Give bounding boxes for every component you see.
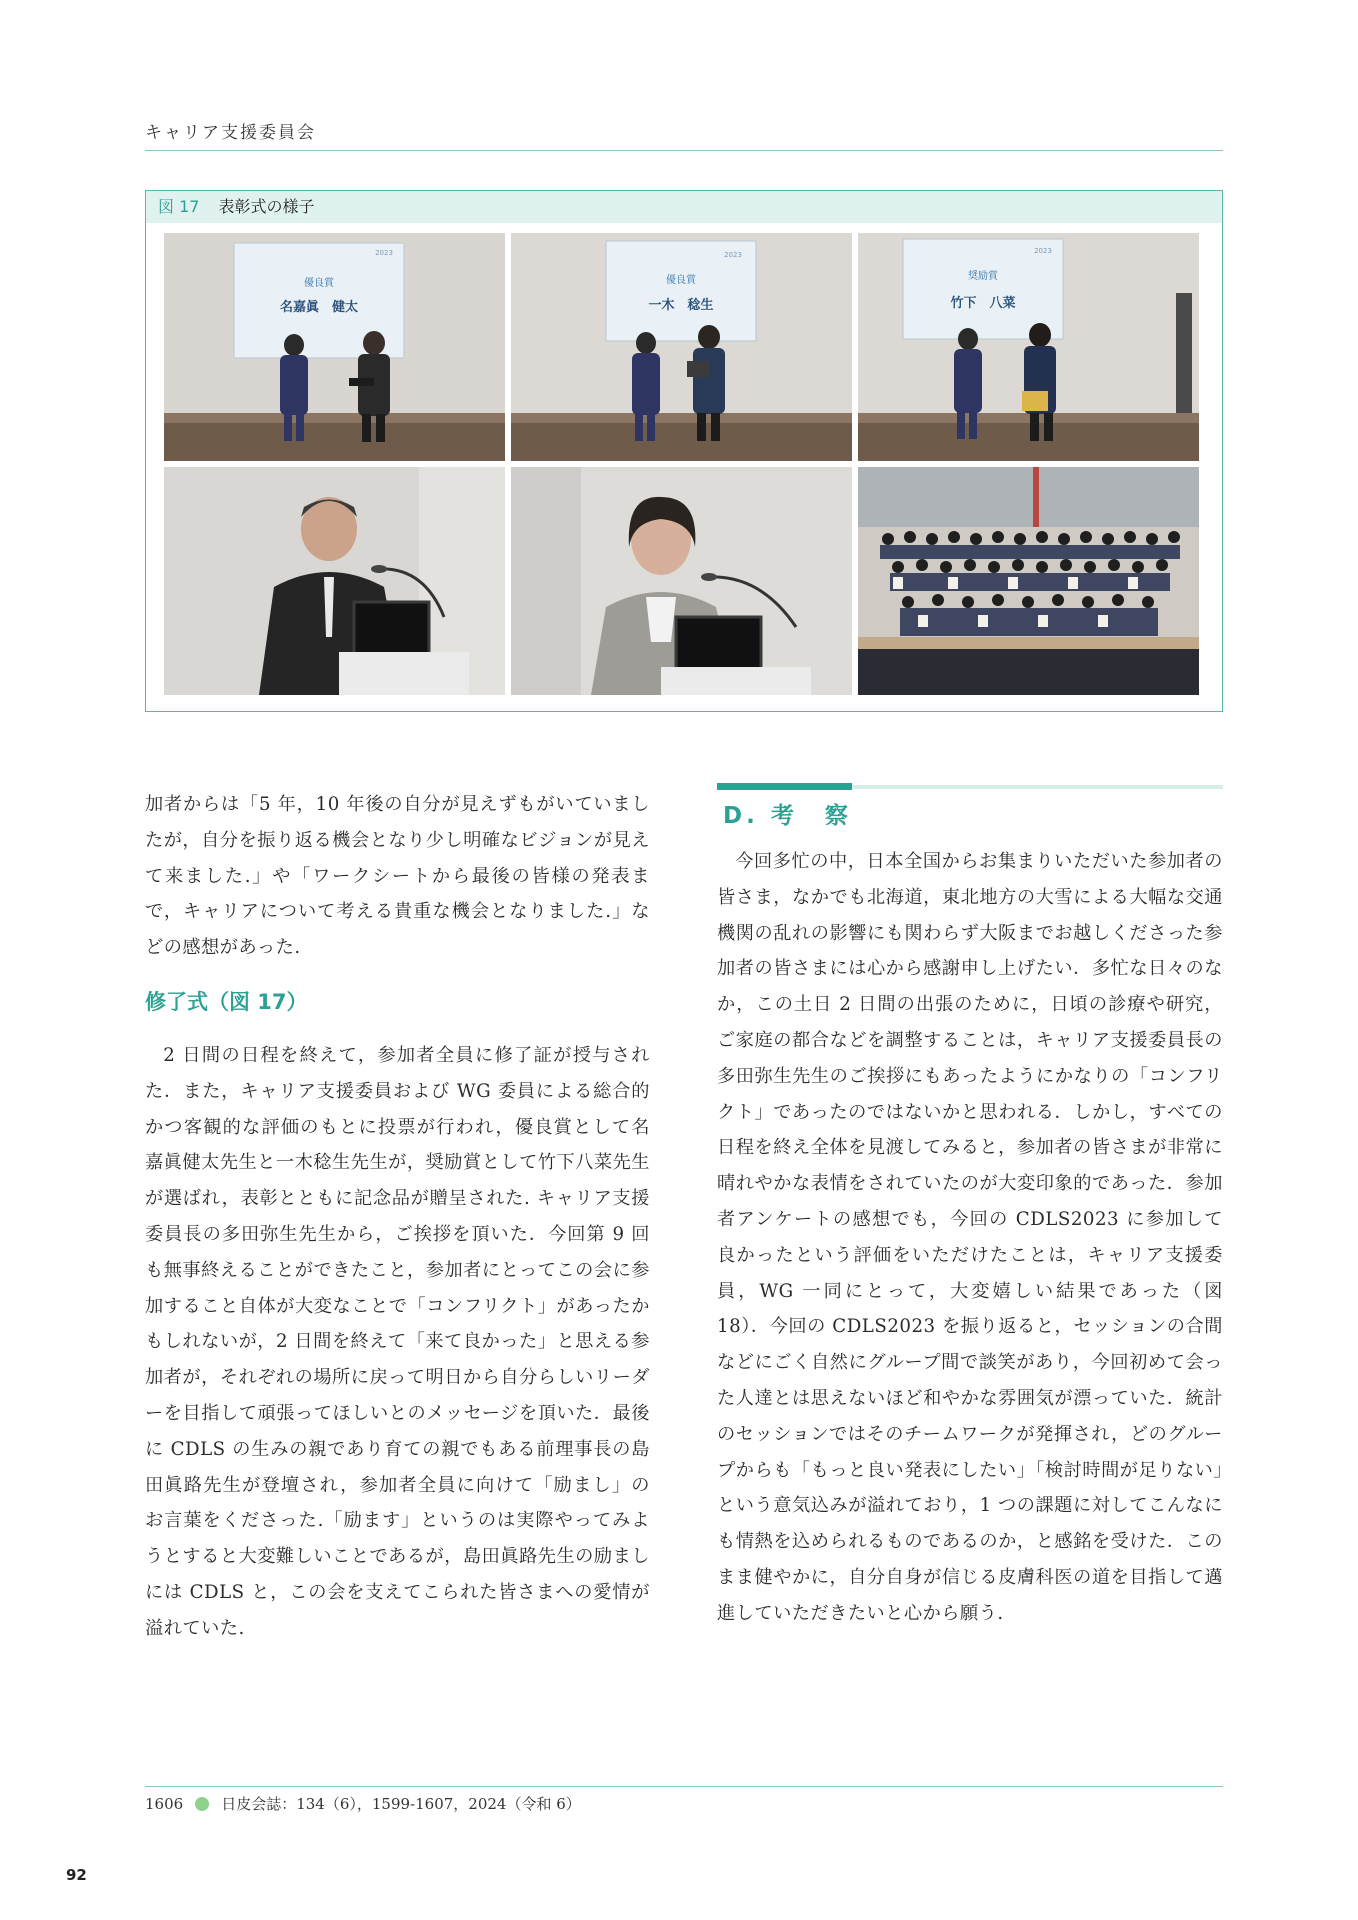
svg-text:名嘉眞 健太: 名嘉眞 健太 xyxy=(279,300,359,315)
svg-text:優良賞: 優良賞 xyxy=(666,275,696,286)
svg-text:2023: 2023 xyxy=(724,251,742,259)
header-divider xyxy=(145,150,1223,151)
figure-title: 表彰式の様子 xyxy=(218,197,315,216)
speaker-photo-1 xyxy=(164,467,505,695)
footer-page-ref: 1606 xyxy=(145,1794,184,1813)
svg-text:2023: 2023 xyxy=(1034,247,1052,255)
discussion-paragraph: 今回多忙の中，日本全国からお集まりいただいた参加者の皆さま，なかでも北海道，東北地方の大雪による大幅な交通機関の乱れの影響にも関わらず大阪までお越しくださった参加者の皆さまには心から感謝申し上げたい．多忙な日々のなか，この土日 2 日間の出張のために，日頃の診療や研究，ご家庭の都合などを調整することは，キャリア支援委員長の多田弥生先生のご挨拶にもあったようにかなりの「コンフリクト」であったのではないかと思われる．しかし，すべての日程を終え全体を見渡してみると，参加者の皆さまが非常に晴れやかな表情をされていたのが大変印象的であった．参加者アンケートの感想でも，今回の CDLS2023 に参加して良かったという評価をいただけたことは，キャリア支援委員，WG 一同にとって，大変嬉しい結果であった（図 18）．今回の CDLS2023 を振り返ると，セッションの合間などにごく自然にグループ間で談笑があり，今回初めて会った人達とは思えないほど和やかな雰囲気が漂っていた．統計のセッションではそのチームワークが発揮され，どのグループからも「もっと良い発表にしたい」「検討時間が足りない」という意気込みが溢れており，1 つの課題に対してこんなにも情熱を込められるものであるのか，と感銘を受けた．このまま健やかに，自分自身が信じる皮膚科医の道を目指して邁進していただきたいと心から願う. xyxy=(717,851,1223,1624)
section-bar-rule xyxy=(852,785,1223,789)
footer-citation: 日皮会誌：134（6），1599-1607，2024（令和 6） xyxy=(221,1795,581,1813)
svg-text:奨励賞: 奨励賞 xyxy=(968,271,998,282)
award-photo-2 xyxy=(511,233,852,461)
figure-17 xyxy=(145,190,1223,712)
subheading-closing-ceremony: 修了式（図 17） xyxy=(145,989,308,1014)
closing-ceremony-paragraph: 2 日間の日程を終えて，参加者全員に修了証が授与された．また，キャリア支援委員および WG 委員による総合的かつ客観的な評価のもとに投票が行われ，優良賞として名嘉眞健太先生と一木稔生先生が，奨励賞として竹下八菜先生が選ばれ，表彰とともに記念品が贈呈された. キャリア支援委員長の多田弥生先生から，ご挨拶を頂いた．今回第 9 回も無事終えることができたこと，参加者にとってこの会に参加すること自体が大変なことで「コンフリクト」があったかもしれないが，2 日間を終えて「来て良かった」と思える参加者が，それぞれの場所に戻って明日から自分らしいリーダーを目指して頑張ってほしいとのメッセージを頂いた．最後に CDLS の生みの親であり育ての親でもある前理事長の島田眞路先生が登壇され，参加者全員に向けて「励まし」のお言葉をくださった.「励ます」というのは実際やってみようとすると大変難しいことであるが，島田眞路先生の励ましには CDLS と，この会を支えてこられた皆さまへの愛情が溢れていた. xyxy=(145,1044,650,1639)
figure-number: 図 17 xyxy=(158,197,200,216)
left-column xyxy=(145,787,650,1647)
footer-dot-icon xyxy=(195,1797,209,1811)
svg-text:竹下 八菜: 竹下 八菜 xyxy=(950,296,1016,311)
section-bar-accent xyxy=(717,783,852,790)
speaker-photo-2 xyxy=(511,467,852,695)
running-header: キャリア支援委員会 xyxy=(145,123,316,143)
section-heading-bar xyxy=(717,783,1223,791)
footer-divider xyxy=(145,1786,1223,1787)
figure-caption xyxy=(146,191,1222,223)
intro-paragraph: 加者からは「5 年，10 年後の自分が見えずもがいていましたが，自分を振り返る機会となり少し明確なビジョンが見えて来ました.」や「ワークシートから最後の皆様の発表まで，キャリアについて考える貴重な機会となりました.」などの感想があった. xyxy=(145,794,650,959)
svg-text:優良賞: 優良賞 xyxy=(304,278,334,289)
section-heading-discussion: D. 考 察 xyxy=(723,803,852,829)
page-number: 92 xyxy=(66,1866,87,1884)
group-photo xyxy=(858,467,1199,695)
right-column xyxy=(717,787,1223,1632)
footer xyxy=(145,1793,581,1814)
svg-text:一木 稔生: 一木 稔生 xyxy=(648,298,714,313)
award-photo-1 xyxy=(164,233,505,461)
svg-text:2023: 2023 xyxy=(375,249,393,257)
award-photo-3 xyxy=(858,233,1199,461)
